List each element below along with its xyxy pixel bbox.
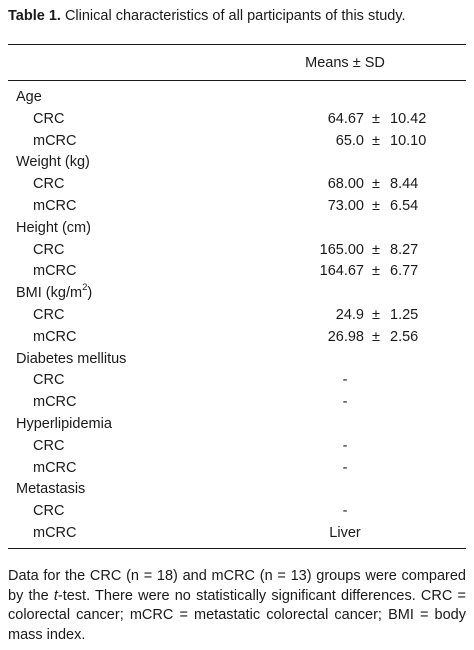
row-label-text: CRC	[33, 372, 65, 389]
table-caption-text: Clinical characteristics of all participants of this study.	[64, 8, 406, 24]
row-label	[33, 173, 64, 195]
sd-value: 10.10	[390, 132, 427, 149]
row-label-text: mCRC	[33, 132, 77, 149]
plus-minus-sign: ±	[372, 307, 380, 323]
row-label-text: CRC	[33, 241, 65, 258]
table-row	[0, 391, 474, 413]
row-group-label	[16, 348, 126, 370]
sd-value: 6.77	[390, 263, 419, 280]
footnote-part2: -test. There were no statistically significant differences. CRC = colorectal cancer; mCRC = metastatic colorectal cancer; BMI = body mass index.	[8, 587, 466, 643]
table-row	[0, 457, 474, 479]
table-row	[0, 239, 474, 261]
sd-value: 6.54	[390, 198, 419, 214]
row-label	[33, 239, 64, 261]
table-group-row	[0, 217, 474, 239]
row-group-label	[16, 282, 92, 304]
row-label-text: mCRC	[33, 263, 77, 280]
table-row	[0, 304, 474, 326]
footnote-italic: t	[53, 587, 58, 604]
row-label-text: Metastasis	[16, 481, 86, 498]
table-row	[0, 369, 474, 391]
row-label	[33, 391, 77, 413]
row-label-text: CRC	[33, 307, 65, 323]
header-rule	[8, 80, 466, 81]
column-header-means-sd: Means ± SD	[305, 55, 385, 71]
sd-value: 8.44	[390, 176, 419, 193]
table-group-row	[0, 478, 474, 500]
cell-value: -	[342, 503, 348, 520]
row-label-text: Diabetes mellitus	[16, 350, 127, 367]
row-label	[33, 130, 77, 152]
row-group-label	[16, 151, 90, 173]
sd-value: 10.42	[390, 110, 427, 127]
table-caption-label: Table 1.	[8, 8, 61, 24]
table-group-row	[0, 86, 474, 108]
row-label	[33, 260, 77, 282]
mean-value: 24.9	[335, 307, 364, 323]
row-label	[33, 326, 77, 348]
row-label-superscript: 2	[82, 282, 88, 294]
row-group-label	[16, 413, 112, 435]
mean-value: 73.00	[327, 198, 364, 214]
table-footnote	[8, 567, 466, 645]
table-row	[0, 173, 474, 195]
row-label-suffix: )	[87, 285, 93, 302]
row-label-text: Hyperlipidemia	[16, 416, 112, 432]
cell-value: -	[342, 394, 348, 411]
cell-value: -	[342, 459, 348, 476]
row-label-text: mCRC	[33, 328, 77, 345]
plus-minus-sign: ±	[372, 132, 380, 149]
plus-minus-sign: ±	[372, 110, 380, 127]
row-label-text: CRC	[33, 437, 65, 454]
row-label	[33, 195, 77, 217]
cell-value: Liver	[329, 525, 361, 541]
row-label-text: CRC	[33, 110, 65, 127]
bottom-rule	[8, 548, 466, 549]
table-group-row	[0, 151, 474, 173]
row-label	[33, 457, 77, 479]
row-group-label	[16, 86, 42, 108]
table-group-row	[0, 282, 474, 304]
table-row	[0, 522, 474, 544]
table-row	[0, 500, 474, 522]
table-row	[0, 260, 474, 282]
row-label-text: mCRC	[33, 394, 77, 411]
row-label-text: BMI (kg/m	[16, 285, 83, 302]
mean-value: 68.00	[327, 176, 364, 193]
plus-minus-sign: ±	[372, 263, 380, 280]
mean-value: 164.67	[319, 263, 364, 280]
row-label	[33, 500, 64, 522]
plus-minus-sign: ±	[372, 328, 380, 345]
row-label-text: CRC	[33, 176, 65, 193]
mean-value: 64.67	[327, 110, 364, 127]
plus-minus-sign: ±	[372, 176, 380, 193]
row-label-text: CRC	[33, 503, 65, 520]
row-label	[33, 304, 64, 326]
top-rule	[8, 44, 466, 45]
footnote-part1: Data for the CRC (n = 18) and mCRC (n = 13) groups were compared by the	[8, 568, 466, 604]
sd-value: 8.27	[390, 241, 419, 258]
row-label-text: mCRC	[33, 459, 77, 476]
row-label-text: Weight (kg)	[16, 154, 90, 171]
table-group-row	[0, 413, 474, 435]
row-label-text: Height (cm)	[16, 219, 91, 236]
cell-value: -	[342, 437, 348, 454]
table-row	[0, 435, 474, 457]
cell-value: -	[342, 372, 348, 389]
mean-value: 165.00	[319, 241, 364, 258]
table-group-row	[0, 348, 474, 370]
row-label	[33, 522, 77, 544]
row-group-label	[16, 478, 85, 500]
row-label-text: Age	[16, 89, 42, 105]
row-label	[33, 369, 64, 391]
row-group-label	[16, 217, 91, 239]
table-row	[0, 108, 474, 130]
plus-minus-sign: ±	[372, 241, 380, 258]
table-row	[0, 130, 474, 152]
table-row	[0, 326, 474, 348]
sd-value: 2.56	[390, 328, 419, 345]
row-label-text: mCRC	[33, 525, 77, 541]
table-caption	[8, 6, 468, 26]
mean-value: 26.98	[327, 328, 364, 345]
table-row	[0, 195, 474, 217]
row-label	[33, 108, 64, 130]
row-label	[33, 435, 64, 457]
mean-value: 65.0	[335, 132, 364, 149]
row-label-text: mCRC	[33, 198, 77, 214]
plus-minus-sign: ±	[372, 198, 380, 214]
sd-value: 1.25	[390, 307, 419, 323]
